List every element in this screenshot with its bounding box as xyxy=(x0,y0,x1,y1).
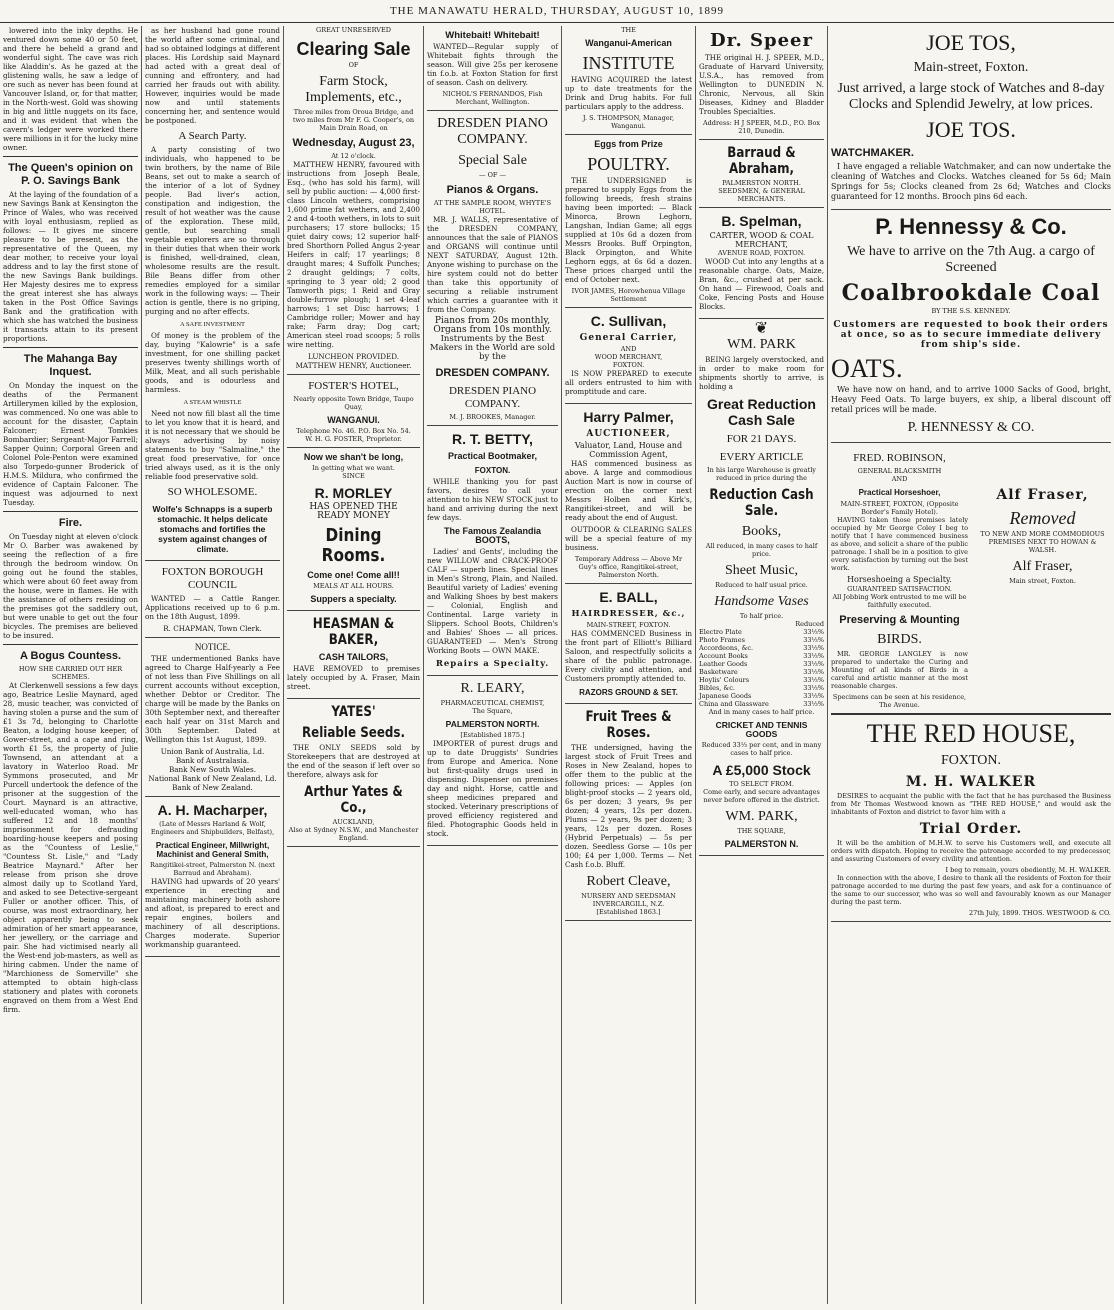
advertisement xyxy=(831,31,1111,210)
column-5 xyxy=(562,26,696,1304)
ad-town: AUCKLAND, xyxy=(332,818,375,826)
advertisement xyxy=(427,431,558,676)
fraser-ad xyxy=(974,447,1111,709)
ad-title: FOSTER'S HOTEL, xyxy=(308,380,399,392)
ad-trade: General Carrier, xyxy=(579,333,678,343)
ad-title: Barraud & Abraham, xyxy=(727,145,796,177)
advertisement xyxy=(145,566,280,638)
advertisement xyxy=(699,318,824,856)
ad-text: Three miles from Oroua Bridge, and two miles from Mr F. G. Cooper's, on Main Drain Road, on xyxy=(292,108,415,132)
ad-title: NOTICE. xyxy=(194,642,231,652)
ad-text: In his large Warehouse is greatly reduced in price during the xyxy=(707,466,816,482)
ad-title: Dining Rooms. xyxy=(321,525,386,566)
ad-title: DRESDEN PIANO COMPANY. xyxy=(437,116,548,147)
article-text: On Tuesday night at eleven o'clock Mr O. Barber was awakened by seeing the reflection of a fire through the bedroom window. On going out he found the stables, which were about 60 feet away from the house, were in flames. He with the assistance of others residing on the premises got the saddlery out, but were unable to get out the four bicycles. The premises are believed to be insured. xyxy=(3,532,138,640)
ad-town: INVERCARGILL, N.Z. xyxy=(592,900,665,908)
ad-title: BIRDS. xyxy=(877,632,922,647)
ad-subtitle: TO SELECT FROM. xyxy=(729,780,794,788)
advertisement xyxy=(287,380,420,448)
ad-time: At 12 o'clock. xyxy=(331,152,376,160)
ad-text: WHILE thanking you for past favors, desires to call your attention to his NEW STOCK just to hand and arriving during the next few days. xyxy=(427,477,558,522)
ad-text: AND xyxy=(620,345,637,353)
ad-text: Horseshoeing a Specialty. xyxy=(847,575,952,584)
ad-title: Handsome Vases xyxy=(714,594,809,609)
divider xyxy=(3,156,138,157)
ad-text: AND xyxy=(891,475,908,483)
ad-trade: WOOD MERCHANT, xyxy=(594,353,663,361)
ad-text: AT THE SAMPLE ROOM, WHYTE'S HOTEL. xyxy=(433,199,552,215)
ad-title: DRESDEN PIANO COMPANY. xyxy=(448,385,537,410)
ad-text: Suppers a specialty. xyxy=(310,594,397,604)
article-heading: A Search Party. xyxy=(178,130,247,142)
article-heading: A STEAM WHISTLE xyxy=(183,399,242,406)
ad-text: We have to arrive on the 7th Aug. a cargo of Screened xyxy=(847,244,1095,275)
advertisement xyxy=(565,409,692,584)
ad-text: THE undermentioned Banks have agreed to Charge Half-yearly a Fee of not less than Five Shillings on all current accounts without exception, whether Debtor or Creditor. The charge will be made by the Banks on 30th September next, and thereafter each half year on 31st March and 30th September. Dated at Wellington this 1st August, 1899. xyxy=(145,654,280,744)
ornament-icon: ❦ xyxy=(754,318,769,337)
ad-signature: IVOR JAMES, Horowhenua Village Settlement xyxy=(571,287,686,303)
ad-subtitle: Farm Stock, Implements, etc., xyxy=(305,74,402,105)
ad-text: HAS commenced business as above. A large and commodious Auction Mart is now in course of erection on the corner next Messrs Holben and Kirk's, Rangitikei-street, and will be ready about the end of August. xyxy=(565,459,692,522)
masthead: THE MANAWATU HERALD, THURSDAY, AUGUST 10, 1899 xyxy=(0,0,1114,23)
ad-text: The Square, xyxy=(472,707,513,715)
bank-item: Union Bank of Australia, Ld. xyxy=(160,747,265,756)
article-heading: The Queen's opinion on P. O. Savings Bank xyxy=(8,162,133,187)
bank-item: Bank of Australasia. xyxy=(175,756,250,765)
article-text: At the laying of the foundation of a new Savings Bank at Kensington the Prince of Wales, who was received with loyal enthusiasm, replied as follows: — It gives me sincere pleasure to be present, as the representative of the Queen, my dear mother, to receive your loyal address and to lay the first stone of the new Savings Bank buildings. Her Majesty desires me to express the great interest she has always taken in the Post Office Savings Bank and the gratification with which she has watched the business it transacts attain to its present proportions. xyxy=(3,190,138,343)
ad-text: Specimens can be seen at his residence, The Avenue. xyxy=(832,693,967,709)
advertisement xyxy=(427,681,558,846)
ad-title: HEASMAN & BAKER, xyxy=(312,616,395,648)
ad-title: Fruit Trees & Roses. xyxy=(585,709,672,741)
ad-title: M. H. WALKER xyxy=(905,774,1037,790)
ad-subtitle: Reliable Seeds. xyxy=(301,725,406,741)
bank-item: Bank New South Wales. xyxy=(168,765,257,774)
ad-address: Main-street, Foxton. xyxy=(913,60,1029,75)
ad-text: LUNCHEON PROVIDED. xyxy=(307,352,400,361)
ad-text: MEALS AT ALL HOURS. xyxy=(313,582,394,590)
advertisement xyxy=(565,140,692,308)
advertisement xyxy=(699,31,824,140)
ad-text: Just arrived, a large stock of Watches and 8-day Clocks and Splendid Jewelry, at low prices. xyxy=(837,81,1105,112)
ad-text: It will be the ambition of M.H.W. to serve his Customers well, and execute all orders with dispatch. Hoping to receive the patronage accorded to my predecessor, and assuring Customers of every civility and attention. xyxy=(831,839,1111,863)
list-item: Accordeons, &c. 33⅓% xyxy=(699,644,824,652)
ad-address: Main street, Foxton. xyxy=(1009,577,1076,585)
ad-text: Customers are requested to book their orders at once, so as to secure immediate delivery from ship's side. xyxy=(833,320,1109,350)
ad-title: WM. PARK, xyxy=(725,809,798,824)
ad-address: AVENUE ROAD, FOXTON. xyxy=(717,249,806,257)
ad-text: All reduced, in many cases to half price. xyxy=(705,542,818,558)
advertisement xyxy=(565,589,692,704)
ad-town: PALMERSTON N. xyxy=(724,839,799,849)
ad-town: FOXTON. xyxy=(940,753,1002,768)
ad-text: In getting what we want. xyxy=(312,464,395,472)
advertisement xyxy=(565,313,692,404)
ad-trade: CASH TAILORS, xyxy=(318,652,389,662)
list-item: Basketware 33⅓% xyxy=(699,668,824,676)
ad-subtitle: Special Sale xyxy=(458,153,527,168)
bank-item: Bank of New Zealand. xyxy=(172,783,253,792)
list-item: Electro Plate 33⅓% xyxy=(699,628,824,636)
ad-text: WANTED—Regular supply of Whitebait fights through the season. Will give 25s per kerosene tin f.o.b. at Foxton Station for first of season. Cash on delivery. xyxy=(427,42,558,87)
article-heading: Fire. xyxy=(58,517,83,529)
ad-title: JOE TOS, xyxy=(926,30,1016,55)
ad-subtitle: (Late of Messrs Harland & Wolf, Engineers and Shipbuilders, Belfast), xyxy=(150,820,275,836)
advertisement xyxy=(699,213,824,319)
divider xyxy=(3,347,138,348)
ad-title: Clearing Sale xyxy=(296,39,411,59)
list-item: China and Glassware 33⅓% xyxy=(699,700,824,708)
list-item: Photo Frames 33⅓% xyxy=(699,636,824,644)
ad-title: INSTITUTE xyxy=(582,53,675,73)
ad-signature: 27th July, 1899. THOS. WESTWOOD & CO. xyxy=(969,909,1111,917)
ad-text: I have engaged a reliable Watchmaker, and can now undertake the cleaning of Watches and Clocks. Watches cleaned for 5s 6d; Main Springs for 5s; Clocks cleaned from 2s 6d; Watches and Clocks guaranteed for 12 months. Brooch pins 6d each. xyxy=(831,162,1111,201)
ad-text: In connection with the above, I desire to thank all the residents of Foxton for their patronage accorded to me during the past few years, and ask for a continuance of the same to our successor, who was so well and favourably known as our Manager during the past term. xyxy=(831,874,1111,906)
ad-text: RAZORS GROUND & SET. xyxy=(579,688,678,697)
ad-text: All Jobbing Work entrusted to me will be faithfully executed. xyxy=(832,593,967,609)
advertisement xyxy=(831,720,1111,922)
ad-title: WM. PARK xyxy=(727,337,796,352)
ad-trade: Practical Horseshoer, xyxy=(858,488,941,497)
list-item: Japanese Goods 33⅓% xyxy=(699,692,824,700)
ad-text: [Established 1863.] xyxy=(596,908,661,916)
ad-text: Reduced to half usual price. xyxy=(715,581,808,589)
ad-title: Preserving & Mounting xyxy=(839,614,960,626)
ad-subtitle: WATCHMAKER. xyxy=(831,147,914,159)
ad-address: THE SQUARE, xyxy=(737,827,786,835)
column-6 xyxy=(696,26,828,1304)
ad-text: Come early, and secure advantages never before offered in the district. xyxy=(703,788,820,804)
article-text: as her husband had gone round the world after some criminal, and had so obtained lodgings at different places. His Lordship said Maynard had acted with a great deal of cunning and effrontery, and had carried her frauds out with ability. However, inquiries would be made now and until statements concerning her, and sentence would be postponed. xyxy=(145,26,280,125)
ad-title: Coalbrookdale Coal xyxy=(841,280,1101,306)
ad-date: Wednesday, August 23, xyxy=(292,137,415,149)
ad-title: Dr. Speer xyxy=(710,30,813,51)
article-text: At Clerkenwell sessions a few days ago, Beatrice Leslie Maynard, aged 28, music teacher, was convicted of having stolen a purse and the sum of £1 3s 7d, belonging to Charlotte Beaton, a lodging house keeper, of Gower-street, and a cape and ring, worth £1 5s, the property of Julie Townsend, an attendant at a lavatory in Waterloo Road. Mr Symmons prosecuted, and Mr Purcell undertook the defence of the prisoner at the suggestion of the Court. Maynard is an attractive, well-educated woman, who has suffered 12 and 18 months' imprisonment for defrauding boarding-house keepers and posing as the "Countess of Leslie," "Countess St. Lisle," and "Lady Beatrice Maynard." After her release from prison she drove almost daily up to Scotland Yard, and asked to see Detective-sergeant Fuller or another officer. This, of course, was most extraordinary, her object apparently being to seek admiration of her smart appearance, her jewellery, or the carriage and pair. She had victimised nearly all the West-end job-masters, as well as hiring cabmen. Under the name of "Marchioness de Somerville" she attempted to obtain high-class stationery and plates with coronets engraved on them from a West End firm. xyxy=(3,681,138,1014)
ad-title: DRESDEN COMPANY. xyxy=(435,367,550,379)
advertisement xyxy=(145,643,280,797)
ad-text: Wolfe's Schnapps is a superb stomachic. It helps delicate stomachs and fortifies the system against changes of climate. xyxy=(152,504,273,554)
ad-text: Instruments by the Best Makers in the World are sold by the xyxy=(429,334,556,362)
ad-text: DESIRES to acquaint the public with the fact that he has purchased the Business from Mr Thomas Westwood known as "THE RED HOUSE," and would ask the inhabitants of Foxton and district to favor him with a xyxy=(831,792,1111,816)
two-column-ads xyxy=(831,447,1111,709)
ad-town: WANGANUI. xyxy=(327,415,380,425)
ad-title: C. Sullivan, xyxy=(590,313,667,329)
article-heading: A SAFE INVESTMENT xyxy=(179,321,245,328)
article-heading: SO WHOLESOME. xyxy=(167,486,258,498)
ad-pretitle: Now we shan't be long, xyxy=(303,452,404,462)
ad-trade: Practical Bootmaker, xyxy=(447,451,538,461)
advertisement xyxy=(699,145,824,208)
ad-text: To half price. xyxy=(739,612,784,620)
divider xyxy=(831,713,1111,715)
ad-subtitle: FOR 21 DAYS. xyxy=(726,433,797,445)
ad-town: FOXTON. xyxy=(474,466,511,475)
ad-title: Sheet Music, xyxy=(724,563,799,578)
ad-title: Robert Cleave, xyxy=(586,874,671,889)
ad-text: HAVING had upwards of 20 years' experience in erecting and maintaining machinery both ashore and afloat, is prepared to erect and repair engines, boilers and machinery of all descriptions. Charges moderate. Superior workmanship guaranteed. xyxy=(145,877,280,949)
ad-signature: M. J. BROOKES, Manager. xyxy=(449,413,536,421)
ad-subtitle: Trial Order. xyxy=(919,821,1023,837)
article-heading: A Bogus Countess. xyxy=(19,650,122,662)
advertisement xyxy=(145,504,280,561)
ad-address: Address: H J SPEER, M.D., P.O. Box 210, Dunedin. xyxy=(702,119,821,135)
ad-signature: W. H. G. FOSTER, Proprietor. xyxy=(305,435,402,443)
ad-text: Telephone No. 46. P.O. Box No. 54. xyxy=(296,427,411,435)
ad-signature: J. S. THOMPSON, Manager, Wanganui. xyxy=(582,114,675,130)
ad-title: Arthur Yates & Co., xyxy=(304,784,403,816)
ad-title: Alf Fraser, xyxy=(996,487,1089,503)
column-2 xyxy=(142,26,284,1304)
ad-title: Harry Palmer, xyxy=(583,409,674,425)
ad-title: OATS. xyxy=(831,354,903,383)
ad-trade: GENERAL BLACKSMITH xyxy=(857,467,942,475)
ad-text: WOOD Cut into any lengths at a reasonable charge. Oats, Maize, Bran, &c., crushed at per sack. On hand — Firewood, Coals and Coke, Fencing Posts and House Blocks. xyxy=(699,257,824,311)
advertisement xyxy=(831,215,1111,443)
ad-text: THE original H. J. SPEER, M.D., Graduate of Harvard University, U.S.A., has removed from Wellington to DUNEDIN N. Chronic, Nervous, all Skin Diseases, Kidney and Bladder Troubles Specialties. xyxy=(699,53,824,116)
ad-text: HAVING ACQUIRED the latest up to date treatments for the Drink and Drug habits. For full particulars apply to the address. xyxy=(565,75,692,111)
article-text: A party consisting of two individuals, who happened to be twin brothers, by the name of Bile Beans, set out to make a search of the interior of a lot of Sydney people. Bad liver's action, constipation and indigestion, the result of hot weather was the cause of the exploration. These mild, gentle, but searching small vegetable explorers are so through in their duties that when their work is finished, well-drained, clean, wholesome results are the result. Bile Beans differ from other remedies employed for a similar work in the following ways: — Their action is gentle, there is no griping, purging and no after effects. xyxy=(145,145,280,316)
ad-title: A. H. Macharper, xyxy=(157,802,268,818)
ad-text: WANTED — a Cattle Ranger. Applications received up to 6 p.m. on the 18th August, 1899. xyxy=(145,594,280,621)
list-item: Hoylis' Colours 33⅓% xyxy=(699,676,824,684)
ad-text: [Established 1875.] xyxy=(460,731,525,739)
ad-text: GUARANTEED SATISFACTION. xyxy=(847,585,952,593)
ad-title: Great Reduction Cash Sale xyxy=(707,396,816,428)
ad-town: PALMERSTON NORTH. xyxy=(722,179,801,187)
ad-signature: P. HENNESSY & CO. xyxy=(907,420,1035,435)
ad-text: OF xyxy=(348,61,359,69)
advertisement xyxy=(145,802,280,957)
ad-title: Reduction Cash Sale. xyxy=(709,487,814,519)
ad-pretitle: THE xyxy=(621,26,636,34)
ad-title: P. Hennessy & Co. xyxy=(875,214,1067,239)
column-4 xyxy=(424,26,562,1304)
ad-town: PALMERSTON NORTH. xyxy=(445,719,540,729)
ad-text: THE undersigned, having the largest stock of Fruit Trees and Roses in New Zealand, hopes to offer them to the public at the following prices: — Apples (on blight-proof stocks — 2 years old, 6s per dozen; 3 years, 9s per dozen; 4 years, 12s per dozen. Plums — 2 years, 9s per dozen; 3 years, 12s per dozen. Roses (Hybrid Perpetuals) — 5s per dozen. Seedless Gorse — 10s per 100; £4 per 1,000. Terms — Net Cash f.o.b. Bluff. xyxy=(565,743,692,869)
ad-title: The Famous Zealandia BOOTS, xyxy=(443,526,542,545)
article-text: lowered into the inky depths. He ventured down some 40 or 50 feet, and there he beheld a grand and wonderful sight. The cave was rich like Aladdin's. As he gazed at the glistening walls, he saw a ledge of ore such as never has been found at Vancouver Island, or, for that matter, in the North-west. Gold was showing in big and little nuggets on its face, and it was evident that when the cavern's ledger were worked there were millions in it for the lucky mine owner. xyxy=(3,26,138,152)
ad-text: HAS OPENED THE xyxy=(309,502,398,512)
ad-title: B. Spelman, xyxy=(721,213,802,229)
divider xyxy=(3,644,138,645)
ad-text: SINCE xyxy=(342,472,365,480)
ad-address: Temporary Address — Above Mr Guy's office, Rangitikei-street, Palmerston North. xyxy=(574,555,683,579)
ad-text: TO NEW AND MORE COMMODIOUS PREMISES NEXT TO HOWAN & WALSH. xyxy=(980,530,1105,554)
robinson-ad xyxy=(831,447,968,709)
article-text: On Monday the inquest on the deaths of the Permanent Artillerymen killed by the explosion, was commenced. No one was able to account for the disaster, Captain Falconer; Ernest Tomkies Bombardier; Sergeant-Major Farrell; Sapper Quinn; Corporal Green and Colonel Pole-Penton were examined also Torpedo-gunner Broderick of H.M.S. Mildura, who confirmed the evidence of Captain Falconer. The inquest was adjourned to next Tuesday. xyxy=(3,381,138,507)
divider xyxy=(3,511,138,512)
ad-pretitle: Eggs from Prize xyxy=(594,139,663,149)
ad-address: MAIN-STREET, FOXTON, (Opposite Border's Family Hotel). xyxy=(840,500,959,516)
ad-title: Books, xyxy=(741,524,782,539)
article-heading: The Mahanga Bay Inquest. xyxy=(23,353,118,378)
ad-address: Rangitikei-street, Palmerston N. (next Barraud and Abraham). xyxy=(149,861,276,877)
ad-trade: HAIRDRESSER, &c., xyxy=(571,609,686,619)
ad-trade: CARTER, WOOD & COAL MERCHANT, xyxy=(709,231,814,249)
list-item: Bibles, &c. 33⅓% xyxy=(699,684,824,692)
ad-trade: AUCTIONEER, xyxy=(586,429,671,439)
advertisement xyxy=(427,116,558,426)
ad-address: MAIN-STREET, FOXTON. xyxy=(586,621,671,629)
column-3 xyxy=(284,26,424,1304)
article-text: Need not now fill blast all the time to let you know that it is heard, and it is not necessary that we should be always advertising by noisy statements to buy "Salmaline," the great food preservative, for once tried always used, as it is the only reliable food preservative sold. xyxy=(145,409,280,481)
ad-text: — OF — xyxy=(479,171,506,179)
ad-subtitle: EVERY ARTICLE xyxy=(719,451,804,463)
ad-text: MR. J. WALLS, representative of the DRESDEN COMPANY, announces that the sale of PIANOS and ORGANS will continue until NEXT SATURDAY, August 12th. Anyone wishing to purchase on the hire system could not do better than take this opportunity of securing a reliable instrument which carries a guarantee with it from the Company. xyxy=(427,215,558,314)
column-1 xyxy=(0,26,142,1304)
advertisement xyxy=(565,26,692,135)
ad-text: We have now on hand, and to arrive 1000 Sacks of Good, bright, Heavy Feed Oats. To large buyers, ex ship, a liberal discount off retail prices will be made. xyxy=(831,385,1111,414)
ad-title: POULTRY. xyxy=(587,154,670,174)
ad-subtitle: Wanganui-American xyxy=(585,38,672,48)
ad-town: FOXTON. xyxy=(612,361,645,369)
ad-signature: NICHOL'S FERNANDOS, Fish Merchant, Wellington. xyxy=(442,90,543,106)
ad-text: Repairs a Specialty. xyxy=(435,659,550,669)
advertisement xyxy=(287,616,420,699)
ad-title: CRICKET AND TENNIS GOODS xyxy=(715,720,808,739)
ad-trade: SEEDSMEN, & GENERAL MERCHANTS. xyxy=(718,187,805,203)
advertisement xyxy=(287,453,420,611)
ad-title: E. BALL, xyxy=(599,589,658,605)
ad-title: R. T. BETTY, xyxy=(452,431,533,447)
ad-text: And in many cases to half price. xyxy=(708,708,815,716)
advertisement xyxy=(287,704,420,847)
advertisement xyxy=(287,26,420,375)
ad-title: JOE TOS. xyxy=(926,117,1016,142)
ad-text: MATTHEW HENRY, favoured with instructions from Joseph Beale, Esq., (who has sold his farm), will sell by public auction: — 4,000 first-class Lincoln wethers, comprising 1,600 prime fat wethers, and 2,400 2 and 4-tooth wethers, in lots to suit purchasers; 17 store bullocks; 15 quiet dairy cows; 12 superior half-bred Shorthorn Polled Angus 2-year Heifers in calf; 17 yearlings; 8 draught mares; 4 Suffolk Punches; 2 draught geldings; 7 colts, springing to 3 year old; 2 good Tamworth pigs; 1 Reid and Gray double-furrow plough; 1 set 4-leaf harrows; 1 set Disc harrows; 1 Cambridge roller; Mower and hay rake; Farm dray; Dog cart; American steel road scoops; 5 rolls wire netting. xyxy=(287,160,420,349)
ad-text: Reduced 33⅓ per cent, and in many cases to half price. xyxy=(701,741,822,757)
ad-text: BY THE S.S. KENNEDY. xyxy=(931,307,1011,315)
ad-trade: Practical Engineer, Millwright, Machinist and General Smith, xyxy=(155,841,270,859)
ad-title: Pianos & Organs. xyxy=(446,184,539,196)
ad-title: R. LEARY, xyxy=(460,681,525,696)
ad-text: THE ONLY SEEDS sold by Storekeepers that are destroyed at the end of the season if left over so therefore, always ask for xyxy=(287,743,420,779)
ad-text: HAVING taken those premises lately occupied by Mr George Coley I beg to notify that I have commenced business as above, and solicit a share of the public patronage. I shall be in a position to give every satisfaction by turning out the best work. xyxy=(831,516,968,572)
ad-text: HAVE REMOVED to premises lately occupied by A. Fraser, Main street. xyxy=(287,664,420,691)
ad-text: READY MONEY xyxy=(317,511,390,521)
advertisement xyxy=(427,31,558,111)
ad-text: Come one! Come all!! xyxy=(307,570,400,580)
ad-text: Also at Sydney N.S.W., and Manchester England. xyxy=(288,826,419,842)
article-subheading: HOW SHE CARRIED OUT HER SCHEMES. xyxy=(18,665,123,681)
ad-title: FRED. ROBINSON, xyxy=(853,452,946,464)
ad-text: IMPORTER of purest drugs and up to date Druggists' Sundries from Europe and America. None but first-quality drugs used in dispensing. Dispenser on premises day and night. Horse, cattle and sheep medicines prepared and stocked. Veterinary prescriptions of proved efficiency registered and filed. Photographic Goods held in stock. xyxy=(427,739,558,838)
ad-text: OUTDOOR & CLEARING SALES will be a special feature of my business. xyxy=(565,525,692,552)
ad-trade: NURSERY AND SEEDSMAN xyxy=(581,892,676,900)
ad-title: THE RED HOUSE, xyxy=(866,719,1076,748)
list-header: Reduced xyxy=(795,620,824,628)
reduced-items-list xyxy=(699,628,824,708)
ad-subtitle: Valuator, Land, House and Commission Agent, xyxy=(574,441,683,459)
ad-text: MR. GEORGE LANGLEY is now prepared to undertake the Curing and Mounting of all kinds of Birds in a careful and artistic manner at the most reasonable charges. xyxy=(831,650,968,690)
list-item: Leather Goods 33⅓% xyxy=(699,660,824,668)
ad-signature: MATTHEW HENRY, Auctioneer. xyxy=(295,361,412,370)
ad-pretitle: GREAT UNRESERVED xyxy=(316,26,391,34)
ad-text: BEING largely overstocked, and in order to make room for shipments shortly to arrive, is holding a xyxy=(699,355,824,391)
ad-signature: I beg to remain, yours obediently, M. H. WALKER. xyxy=(945,866,1111,874)
article-text: Of money is the problem of the day, buying "Kalowrie" is a safe investment, for one shilling packet preserves twenty shillings worth of Milk, Meat, and all such perishable goods, and is odourless and harmless. xyxy=(145,331,280,394)
ad-text: IS NOW PREPARED to execute all orders entrusted to him with promptitude and care. xyxy=(565,369,692,396)
column-7 xyxy=(828,26,1114,1304)
ad-title: A £5,000 Stock xyxy=(712,762,811,778)
ad-title: Alf Fraser, xyxy=(1012,559,1073,574)
list-item: Account Books 33⅓% xyxy=(699,652,824,660)
ad-text: HAS COMMENCED Business in the front part of Elliott's Billiard Saloon, and respectfully solicits a share of the public patronage. Every civility and attention, and Customers promptly attended to. xyxy=(565,629,692,683)
bank-item: National Bank of New Zealand, Ld. xyxy=(148,774,277,783)
ad-text: Pianos from 20s monthly, Organs from 10s monthly. xyxy=(433,316,552,335)
ad-trade: PHARMACEUTICAL CHEMIST, xyxy=(440,699,545,707)
ad-title: Whitebait! Whitebait! xyxy=(445,30,540,41)
ad-text: THE UNDERSIGNED is prepared to supply Eggs from the following breeds, fresh strains having been imported: — Black Minorca, Brown Leghorn, Langshan, Indian Game; all eggs supplied at 10s 6d a dozen from Messrs Brooks. Buff Orpington, Black Orpington, and White Leghorn eggs, at 6s 6d a dozen. These prices charged until the end of October next. xyxy=(565,176,692,284)
ad-text: Ladies' and Gents', including the new WILLOW and CRACK-PROOF CALF — superb lines. Special lines in Men's Strong, Plain, and Nailed. Beautiful variety of Ladies' evening and Walking Shoes by best makers — Colonial, English and Continental. Large variety in Slippers. School Boots, Children's and Babies' Shoes — all prices. GUARANTEED — Men's Strong Working Boots — OWN MAKE. xyxy=(427,547,558,655)
ad-title: R. MORLEY xyxy=(314,485,393,501)
ad-title: FOXTON BOROUGH COUNCIL xyxy=(161,566,264,591)
ad-title: YATES' xyxy=(331,704,376,720)
advertisement xyxy=(565,709,692,921)
ad-subtitle: Removed xyxy=(1009,508,1076,528)
ad-subtitle: Nearly opposite Town Bridge, Taupo Quay, xyxy=(293,395,414,411)
ad-signature: R. CHAPMAN, Town Clerk. xyxy=(163,624,262,633)
